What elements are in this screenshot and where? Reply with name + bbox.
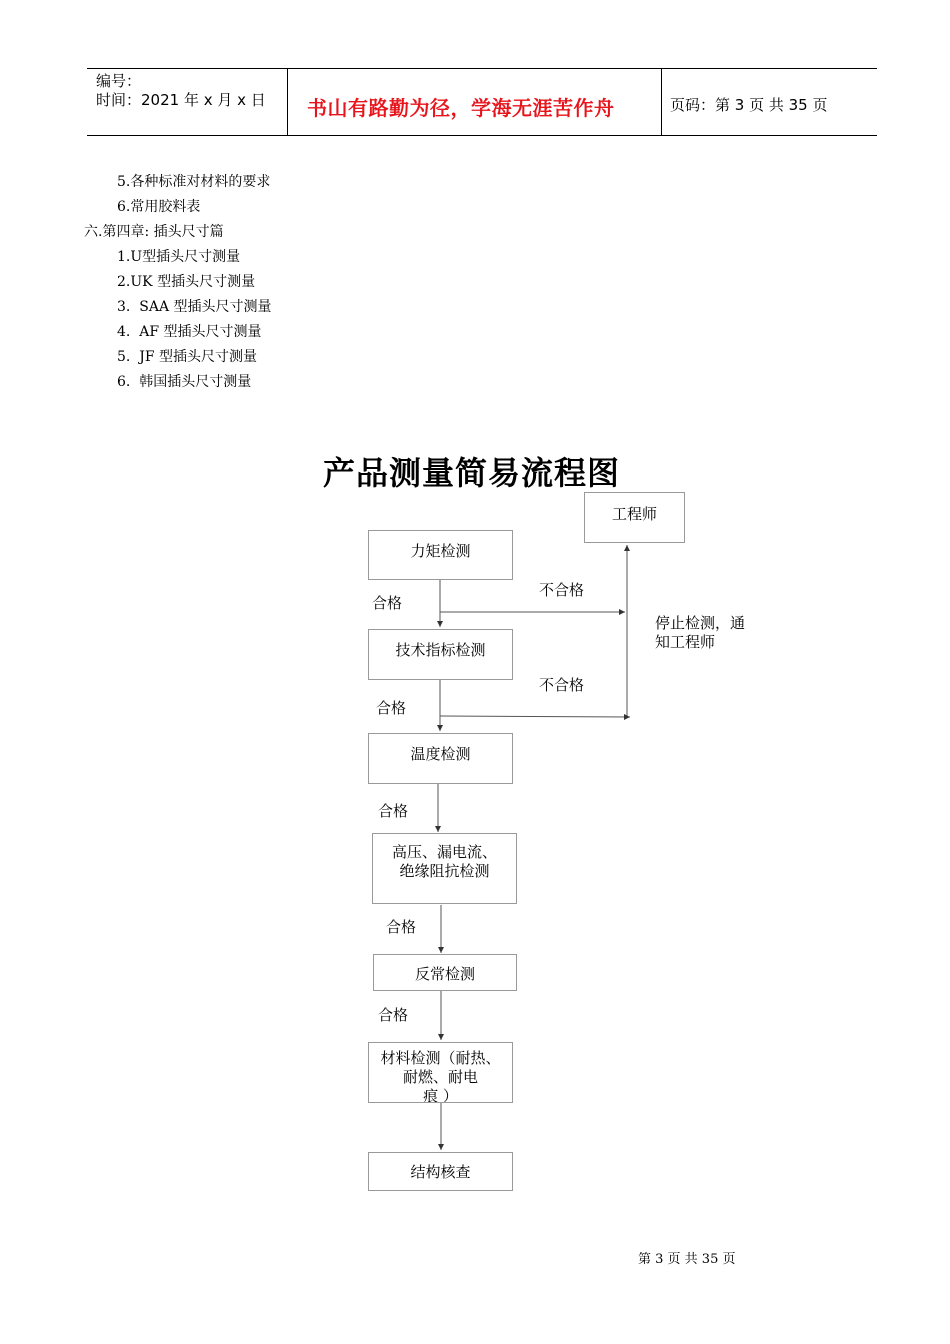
structure-check-box [368, 1152, 513, 1191]
temperature-test-box [368, 733, 513, 784]
engineer-box [584, 492, 685, 543]
hv-test-line1: 高压、漏电流、 [391, 843, 497, 861]
toc-item: 2.UK 型插头尺寸测量 [117, 274, 256, 290]
engineer-label: 工程师 [611, 505, 657, 523]
material-test-line2: 耐燃、耐电 [402, 1068, 478, 1086]
fail-label: 不合格 [539, 581, 585, 599]
hv-test-line2: 绝缘阻抗检测 [399, 862, 490, 880]
pass-label: 合格 [386, 918, 417, 936]
toc-item: 5. JF 型插头尺寸测量 [117, 349, 258, 365]
tech-spec-test-label: 技术指标检测 [395, 641, 486, 659]
toc-item: 3. SAA 型插头尺寸测量 [117, 299, 272, 315]
torque-test-label: 力矩检测 [410, 542, 471, 560]
pass-label: 合格 [376, 699, 407, 717]
abnormal-test-label: 反常检测 [414, 965, 475, 983]
header-id-label: 编号： [96, 72, 142, 90]
flowchart-title: 产品测量简易流程图 [323, 454, 621, 492]
header-page-label: 页码：第 3 页 共 35 页 [670, 96, 828, 114]
structure-check-label: 结构核查 [410, 1163, 471, 1181]
temperature-test-label: 温度检测 [410, 745, 471, 763]
pass-label: 合格 [378, 802, 409, 820]
arrow-tech-fail [440, 716, 630, 717]
toc-item: 1.U型插头尺寸测量 [117, 249, 241, 265]
fail-label: 不合格 [539, 676, 585, 694]
torque-test-box [368, 530, 513, 580]
page-footer: 第 3 页 共 35 页 [638, 1252, 736, 1267]
pass-label: 合格 [378, 1006, 409, 1024]
material-test-line3: 痕 ） [423, 1087, 458, 1103]
toc-chapter-heading: 六.第四章: 插头尺寸篇 [84, 224, 224, 240]
material-test-line1: 材料检测（耐热、 [380, 1049, 501, 1067]
abnormal-test-box [373, 954, 517, 991]
stop-note-line2: 知工程师 [655, 633, 716, 651]
toc-item: 6. 韩国插头尺寸测量 [117, 374, 252, 390]
material-test-box [368, 1042, 513, 1103]
toc-item: 6.常用胶料表 [117, 199, 201, 215]
tech-spec-test-box [368, 629, 513, 680]
pass-label: 合格 [372, 594, 403, 612]
header-time-label: 时间：2021 年 x 月 x 日 [96, 91, 266, 109]
stop-note-line1: 停止检测，通 [655, 614, 746, 632]
toc-item: 5.各种标准对材料的要求 [117, 174, 271, 190]
hv-leakage-insulation-test-box [372, 833, 517, 904]
header-motto: 书山有路勤为径，学海无涯苦作舟 [307, 96, 615, 120]
toc-item: 4. AF 型插头尺寸测量 [117, 324, 262, 340]
